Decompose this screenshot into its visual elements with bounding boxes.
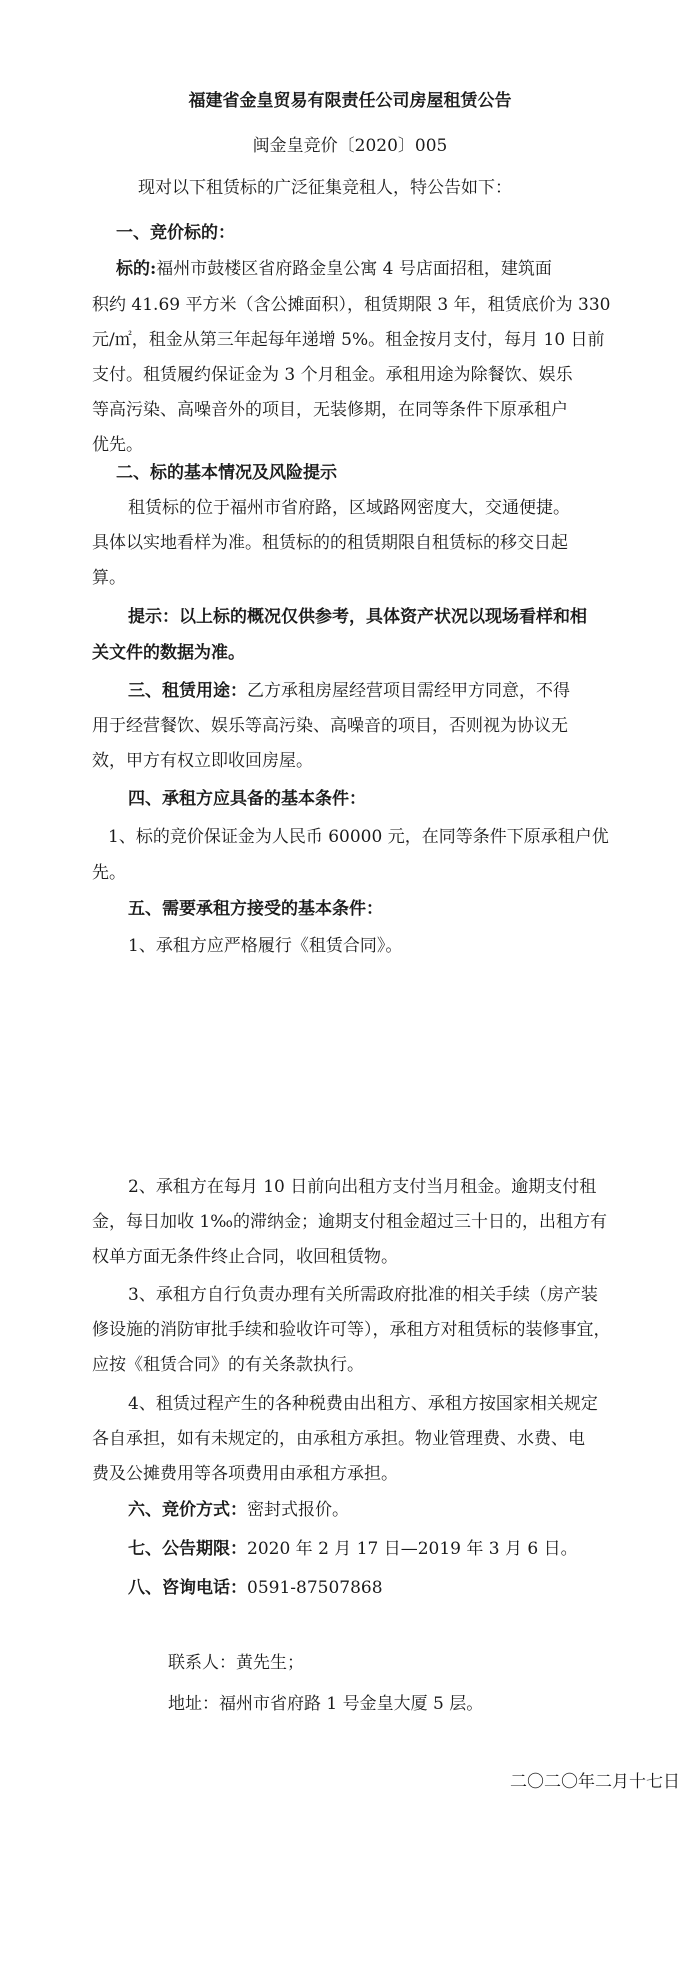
section7-text: 2020 年 2 月 17 日—2019 年 3 月 6 日。 bbox=[247, 1539, 578, 1559]
section5-item3-line-3: 应按《租赁合同》的有关条款执行。 bbox=[92, 1355, 364, 1375]
contact-person: 联系人：黄先生； bbox=[168, 1653, 304, 1673]
section1-line-2: 积约 41.69 平方米（含公摊面积），租赁期限 3 年，租赁底价为 330 bbox=[92, 295, 611, 315]
section7-line bbox=[128, 1538, 678, 1560]
section6-text: 密封式报价。 bbox=[247, 1500, 349, 1520]
notice-line-1: 提示：以上标的概况仅供参考，具体资产状况以现场看样和相 bbox=[128, 607, 587, 627]
section7-heading: 七、公告期限： bbox=[128, 1539, 247, 1559]
section1-heading: 一、竞价标的： bbox=[116, 223, 235, 243]
section3-text: 乙方承租房屋经营项目需经甲方同意，不得 bbox=[247, 681, 570, 701]
section1-line-6: 优先。 bbox=[92, 435, 143, 455]
section1-line-1 bbox=[116, 258, 676, 280]
section2-line-1: 租赁标的位于福州市省府路，区域路网密度大，交通便捷。 bbox=[128, 498, 570, 518]
section2-line-3: 算。 bbox=[92, 568, 126, 588]
section1-line-3: 元/㎡，租金从第三年起每年递增 5%。租金按月支付，每月 10 日前 bbox=[92, 330, 605, 350]
section8-line bbox=[128, 1577, 678, 1599]
section4-line-2: 先。 bbox=[92, 863, 126, 883]
section3-heading: 三、租赁用途： bbox=[128, 681, 247, 701]
phone-number: 0591-87507868 bbox=[247, 1578, 383, 1598]
section5-item1: 1、承租方应严格履行《租赁合同》。 bbox=[128, 936, 403, 956]
section1-line-4: 支付。租赁履约保证金为 3 个月租金。承租用途为除餐饮、娱乐 bbox=[92, 365, 573, 385]
section5-item4-line-2: 各自承担，如有未规定的，由承租方承担。物业管理费、水费、电 bbox=[92, 1429, 585, 1449]
contact-address: 地址：福州市省府路 1 号金皇大厦 5 层。 bbox=[168, 1694, 484, 1714]
document-title: 福建省金皇贸易有限责任公司房屋租赁公告 bbox=[188, 91, 512, 111]
announcement-date: 二〇二〇年二月十七日 bbox=[510, 1772, 680, 1792]
section3-line-3: 效，甲方有权立即收回房屋。 bbox=[92, 751, 313, 771]
section5-heading: 五、需要承租方接受的基本条件： bbox=[128, 899, 383, 919]
section2-line-2: 具体以实地看样为准。租赁标的的租赁期限自租赁标的移交日起 bbox=[92, 533, 568, 553]
section5-item2-line-2: 金，每日加收 1‰的滞纳金；逾期支付租金超过三十日的，出租方有 bbox=[92, 1212, 608, 1232]
section4-heading: 四、承租方应具备的基本条件： bbox=[128, 789, 366, 809]
intro-text: 现对以下租赁标的广泛征集竞租人，特公告如下： bbox=[138, 178, 512, 198]
section5-item3-line-1: 3、承租方自行负责办理有关所需政府批准的相关手续（房产装 bbox=[128, 1285, 598, 1305]
section2-heading: 二、标的基本情况及风险提示 bbox=[116, 463, 337, 483]
section8-heading: 八、咨询电话： bbox=[128, 1578, 247, 1598]
document-number: 闽金皇竞价〔2020〕005 bbox=[252, 136, 448, 156]
section1-label: 标的: bbox=[116, 259, 157, 279]
section5-item2-line-3: 权单方面无条件终止合同，收回租赁物。 bbox=[92, 1247, 398, 1267]
section3-line-1 bbox=[128, 680, 683, 702]
section5-item4-line-3: 费及公摊费用等各项费用由承租方承担。 bbox=[92, 1464, 398, 1484]
section1-text: 福州市鼓楼区省府路金皇公寓 4 号店面招租，建筑面 bbox=[156, 259, 552, 279]
section5-item4-line-1: 4、租赁过程产生的各种税费由出租方、承租方按国家相关规定 bbox=[128, 1394, 598, 1414]
section4-line-1: 1、标的竞价保证金为人民币 60000 元，在同等条件下原承租户优 bbox=[108, 827, 609, 847]
notice-line-2: 关文件的数据为准。 bbox=[92, 643, 245, 663]
section5-item2-line-1: 2、承租方在每月 10 日前向出租方支付当月租金。逾期支付租 bbox=[128, 1177, 597, 1197]
section6-heading: 六、竞价方式： bbox=[128, 1500, 247, 1520]
section1-line-5: 等高污染、高噪音外的项目，无装修期，在同等条件下原承租户 bbox=[92, 400, 568, 420]
section5-item3-line-2: 修设施的消防审批手续和验收许可等），承租方对租赁标的装修事宜， bbox=[92, 1320, 611, 1340]
section6-line bbox=[128, 1499, 678, 1521]
section3-line-2: 用于经营餐饮、娱乐等高污染、高噪音的项目，否则视为协议无 bbox=[92, 716, 568, 736]
